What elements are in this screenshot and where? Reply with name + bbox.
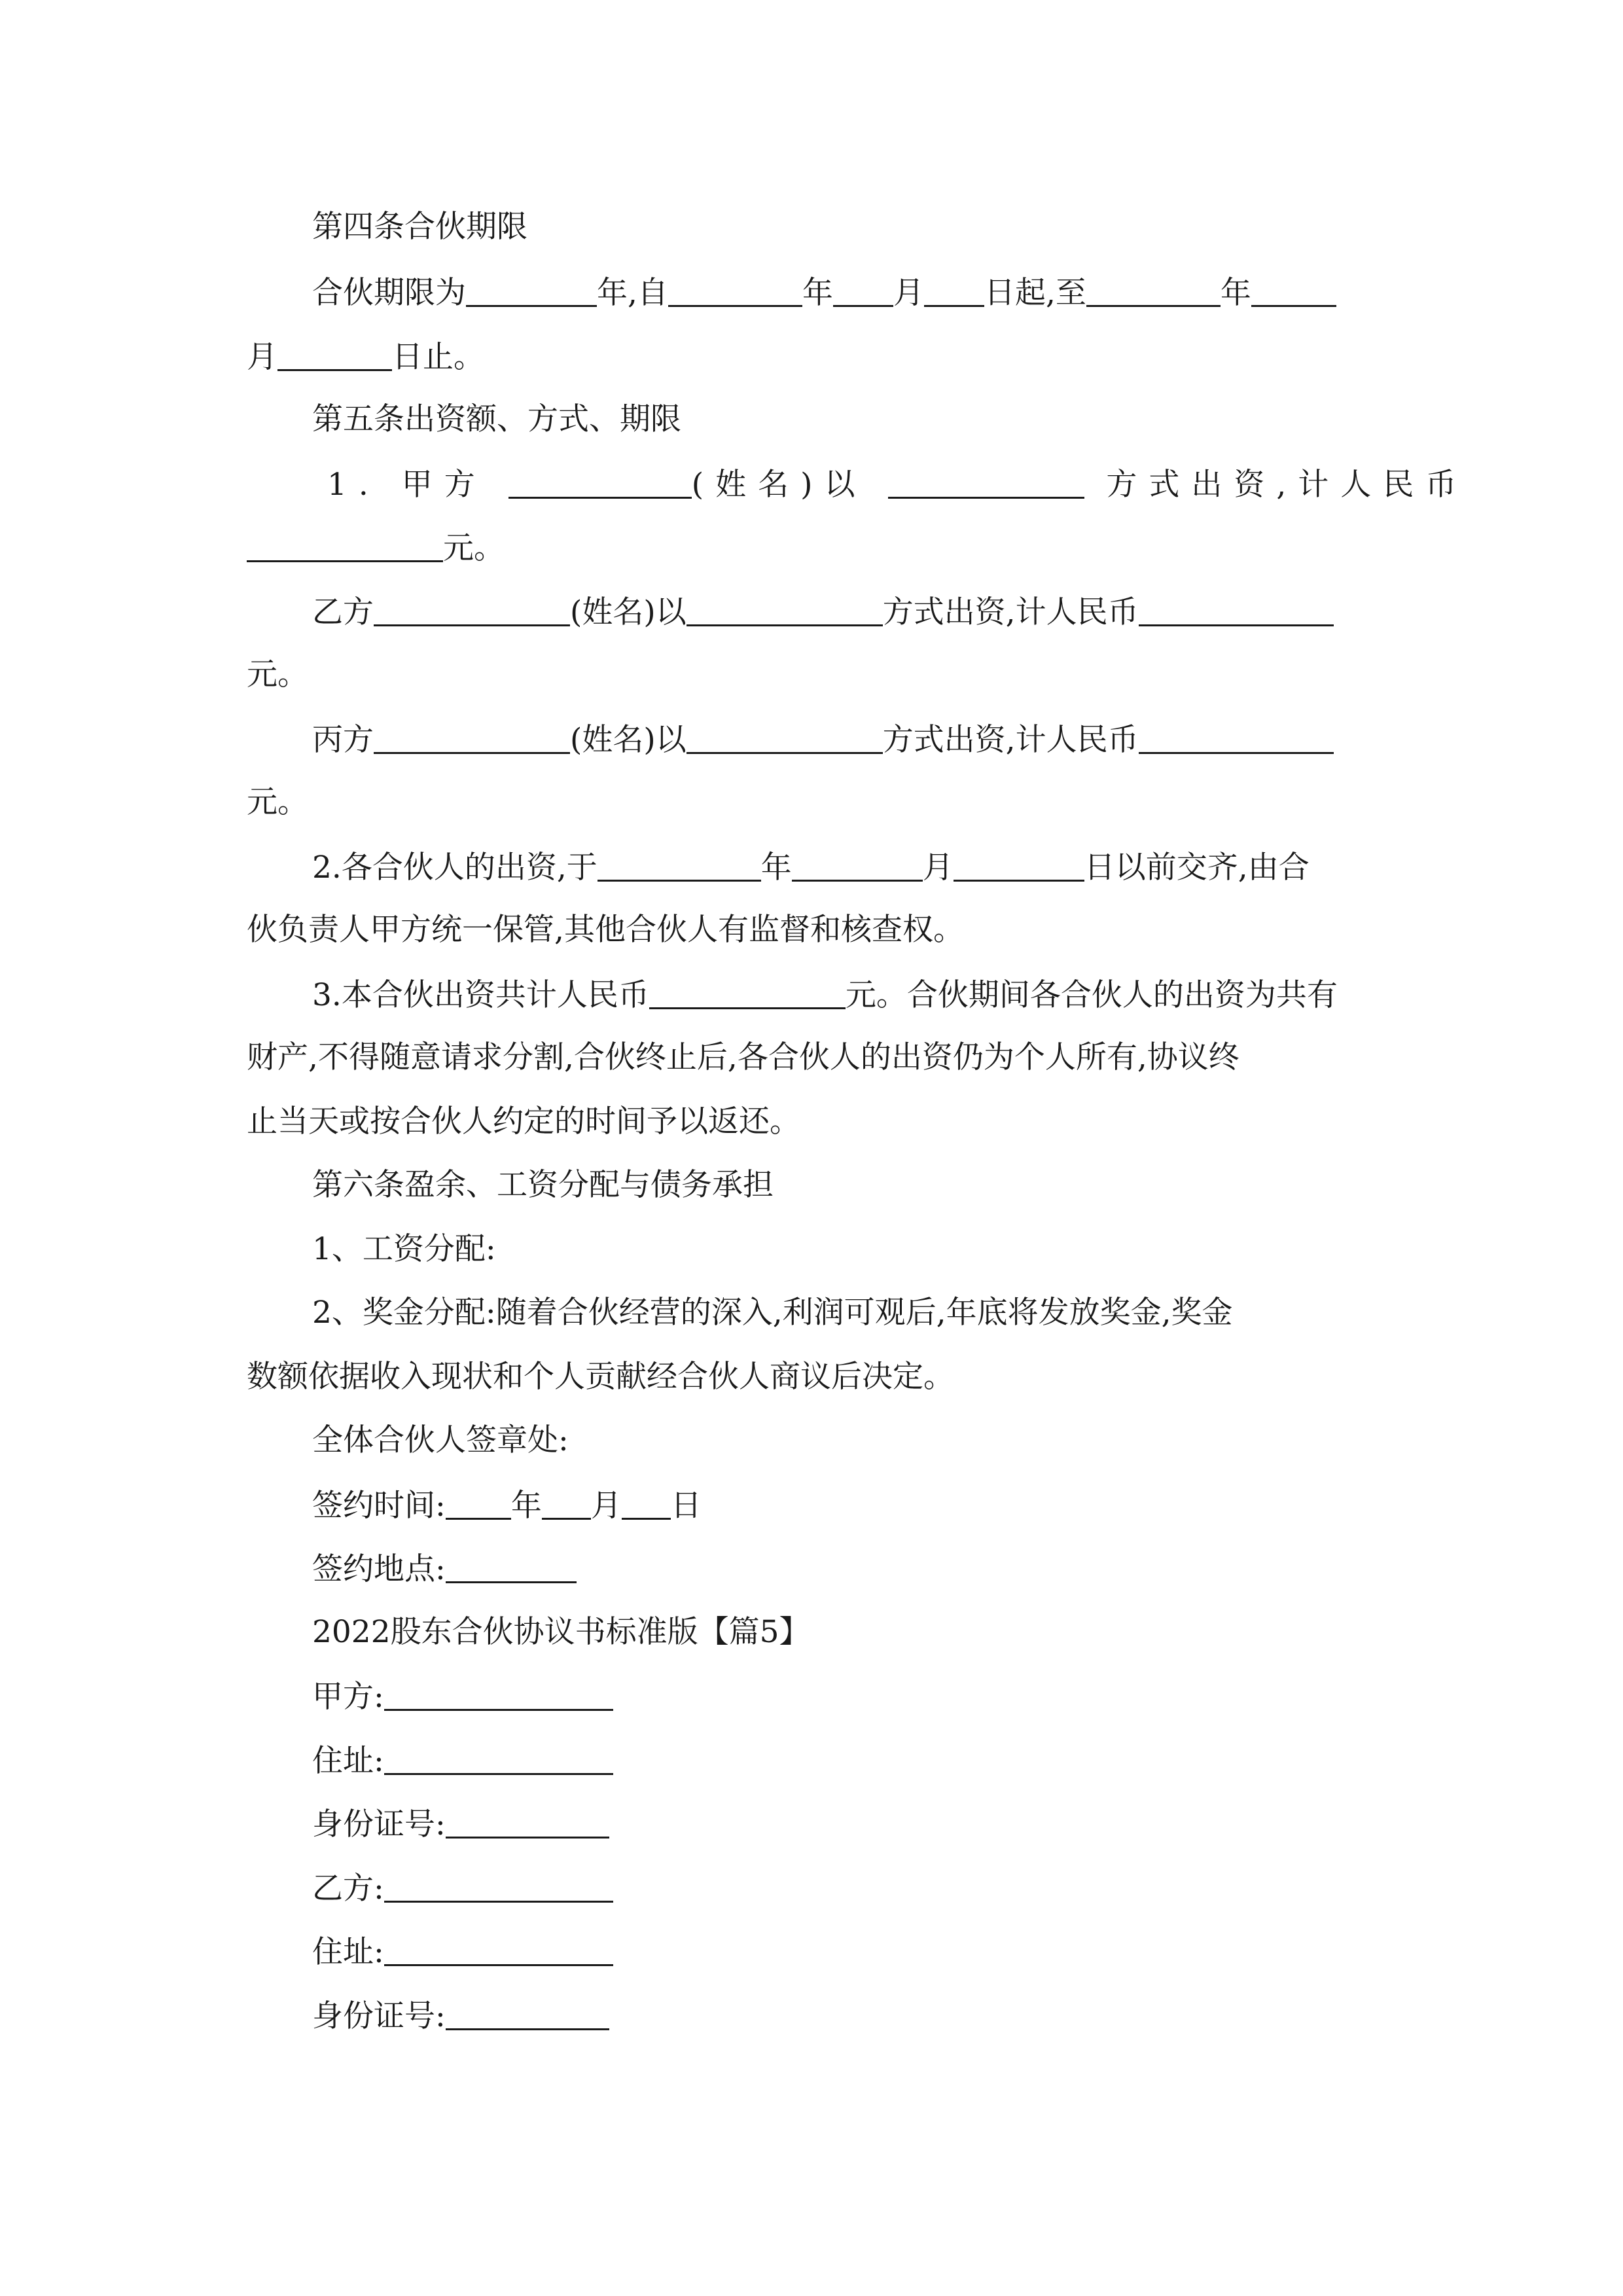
signing-time: 签约时间: 年 月 日 bbox=[312, 1488, 702, 1524]
blank-party-b[interactable] bbox=[384, 1872, 613, 1903]
blank-total-amount[interactable] bbox=[649, 978, 846, 1009]
blank-sign-day[interactable] bbox=[622, 1489, 671, 1520]
blank-start-month[interactable] bbox=[833, 276, 893, 307]
contribution-item-2-line-1: 2.各合伙人的出资,于 年 月 日以前交齐,由合 bbox=[312, 850, 1310, 886]
contribution-a-line-1: 1. 甲方 (姓名)以 方式出资,计人民币 bbox=[327, 467, 1469, 503]
blank-due-year[interactable] bbox=[597, 851, 761, 882]
period-line-2: 月 日止。 bbox=[247, 339, 484, 375]
blank-b-amount[interactable] bbox=[1139, 596, 1334, 626]
agreement-title: 2022股东合伙协议书标准版【篇5】 bbox=[312, 1614, 810, 1650]
blank-party-a-address[interactable] bbox=[384, 1744, 613, 1775]
blank-start-day[interactable] bbox=[924, 276, 984, 307]
party-a-address-field: 住址: bbox=[312, 1744, 613, 1776]
blank-party-a[interactable] bbox=[384, 1680, 613, 1711]
blank-party-b-id[interactable] bbox=[446, 2000, 609, 2030]
blank-c-amount[interactable] bbox=[1139, 723, 1334, 754]
party-a-id-field: 身份证号: bbox=[312, 1808, 609, 1840]
blank-start-year[interactable] bbox=[668, 276, 802, 307]
blank-due-month[interactable] bbox=[792, 851, 923, 882]
contribution-b-line-1: 乙方 (姓名)以 方式出资,计人民币 bbox=[312, 596, 1334, 628]
blank-a-name[interactable] bbox=[508, 468, 692, 499]
bonus-distribution-line-2: 数额依据收入现状和个人贡献经合伙人商议后决定。 bbox=[247, 1359, 954, 1395]
signature-all-partners: 全体合伙人签章处: bbox=[312, 1422, 569, 1458]
blank-a-method[interactable] bbox=[888, 468, 1084, 499]
party-a-field: 甲方: bbox=[312, 1680, 613, 1712]
section-6-heading: 第六条盈余、工资分配与债务承担 bbox=[312, 1167, 774, 1203]
blank-party-a-id[interactable] bbox=[446, 1808, 609, 1839]
period-line-1: 合伙期限为 年,自 年 月 日起,至 年 bbox=[312, 276, 1336, 308]
contribution-b-line-2: 元。 bbox=[247, 656, 308, 692]
blank-sign-year[interactable] bbox=[446, 1489, 511, 1520]
section-4-heading: 第四条合伙期限 bbox=[312, 209, 527, 245]
blank-c-method[interactable] bbox=[687, 723, 883, 754]
salary-distribution: 1、工资分配: bbox=[312, 1231, 496, 1267]
blank-end-month[interactable] bbox=[277, 340, 392, 371]
blank-a-amount[interactable] bbox=[247, 531, 443, 562]
section-5-heading: 第五条出资额、方式、期限 bbox=[312, 401, 681, 437]
blank-b-name[interactable] bbox=[374, 596, 570, 626]
contribution-item-3-line-1: 3.本合伙出资共计人民币 元。合伙期间各合伙人的出资为共有 bbox=[312, 977, 1338, 1013]
bonus-distribution-line-1: 2、奖金分配:随着合伙经营的深入,利润可观后,年底将发放奖金,奖金 bbox=[312, 1295, 1233, 1331]
party-b-address-field: 住址: bbox=[312, 1935, 613, 1967]
contribution-item-3-line-3: 止当天或按合伙人约定的时间予以返还。 bbox=[247, 1103, 800, 1139]
blank-period-years[interactable] bbox=[466, 276, 597, 307]
contribution-c-line-2: 元。 bbox=[247, 784, 308, 820]
party-b-field: 乙方: bbox=[312, 1872, 613, 1904]
blank-end-month-head[interactable] bbox=[1251, 276, 1336, 307]
blank-c-name[interactable] bbox=[374, 723, 570, 754]
blank-b-method[interactable] bbox=[687, 596, 883, 626]
contribution-item-2-line-2: 伙负责人甲方统一保管,其他合伙人有监督和核查权。 bbox=[247, 912, 964, 948]
contribution-item-3-line-2: 财产,不得随意请求分割,合伙终止后,各合伙人的出资仍为个人所有,协议终 bbox=[247, 1039, 1240, 1075]
blank-end-year[interactable] bbox=[1086, 276, 1221, 307]
blank-due-day[interactable] bbox=[954, 851, 1084, 882]
contribution-c-line-1: 丙方 (姓名)以 方式出资,计人民币 bbox=[312, 723, 1334, 755]
blank-party-b-address[interactable] bbox=[384, 1935, 613, 1966]
blank-sign-month[interactable] bbox=[542, 1489, 591, 1520]
contribution-a-line-2: 元。 bbox=[247, 531, 505, 564]
signing-place: 签约地点: bbox=[312, 1552, 577, 1585]
blank-sign-place[interactable] bbox=[446, 1552, 577, 1583]
party-b-id-field: 身份证号: bbox=[312, 2000, 609, 2032]
